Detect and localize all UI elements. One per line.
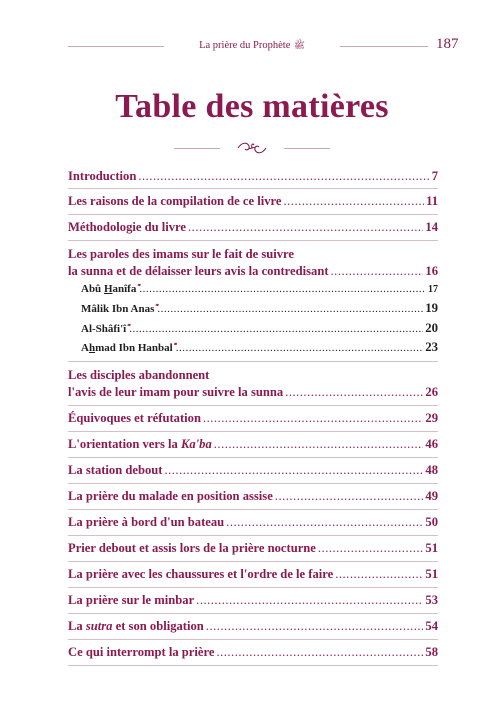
toc-entry[interactable]: L'orientation vers la Ka'ba ..... 46 xyxy=(68,432,438,458)
toc-entry[interactable]: La sutra et son obligation ..... 54 xyxy=(68,614,438,640)
toc-entry[interactable]: La prière sur le minbar ..... 53 xyxy=(68,588,438,614)
toc-entry[interactable]: Méthodologie du livre ..... 14 xyxy=(68,215,438,241)
running-title: La prière du Prophète ﷺ xyxy=(199,40,305,51)
ornament-rule-left xyxy=(174,148,220,149)
header-rule-left xyxy=(68,46,164,47)
toc-entry[interactable]: La prière du malade en position assise ..... 49 xyxy=(68,484,438,510)
toc-entry[interactable]: Équivoques et réfutation ..... 29 xyxy=(68,406,438,432)
toc-entry[interactable]: Ce qui interrompt la prière ..... 58 xyxy=(68,640,438,666)
header-rule-right xyxy=(340,46,428,47)
ornament-rule-right xyxy=(284,148,330,149)
toc-entry[interactable]: La prière à bord d'un bateau ..... 50 xyxy=(68,510,438,536)
toc-subentry[interactable]: Al-Shâfi'î ..... 20 xyxy=(68,319,438,338)
title-ornament xyxy=(0,140,504,156)
running-header xyxy=(0,36,504,55)
toc-entry-imams[interactable]: Les paroles des imams sur le fait de suivre la sunna et de délaisser leurs avis la contredisant ..... 16 Abû Hanîfa ..... 17 Mâlik Ibn Anas ..... 19 Al-Shâfi'î ..... 20 Ahmad Ibn Hanbal ..... 23 xyxy=(68,241,438,362)
toc-entry[interactable]: La prière avec les chaussures et l'ordre de le faire ..... 51 xyxy=(68,562,438,588)
toc-subentry[interactable]: Ahmad Ibn Hanbal ..... 23 xyxy=(68,338,438,357)
page-title: Table des matières xyxy=(115,88,389,125)
toc-entry[interactable]: La station debout ..... 48 xyxy=(68,458,438,484)
table-of-contents xyxy=(68,166,438,666)
toc-subentry[interactable]: Abû Hanîfa ..... 17 xyxy=(68,280,438,299)
toc-entry[interactable]: Les raisons de la compilation de ce livre ..... 11 xyxy=(68,189,438,215)
toc-entry[interactable]: Les disciples abandonnent l'avis de leur imam pour suivre la sunna ..... 26 xyxy=(68,362,438,406)
flourish-ornament-icon xyxy=(232,140,272,156)
toc-entry[interactable]: Prier debout et assis lors de la prière nocturne ..... 51 xyxy=(68,536,438,562)
toc-subentry[interactable]: Mâlik Ibn Anas ..... 19 xyxy=(68,299,438,318)
page-number: 187 xyxy=(436,36,459,52)
toc-entry[interactable]: Introduction ..... 7 xyxy=(68,166,438,189)
